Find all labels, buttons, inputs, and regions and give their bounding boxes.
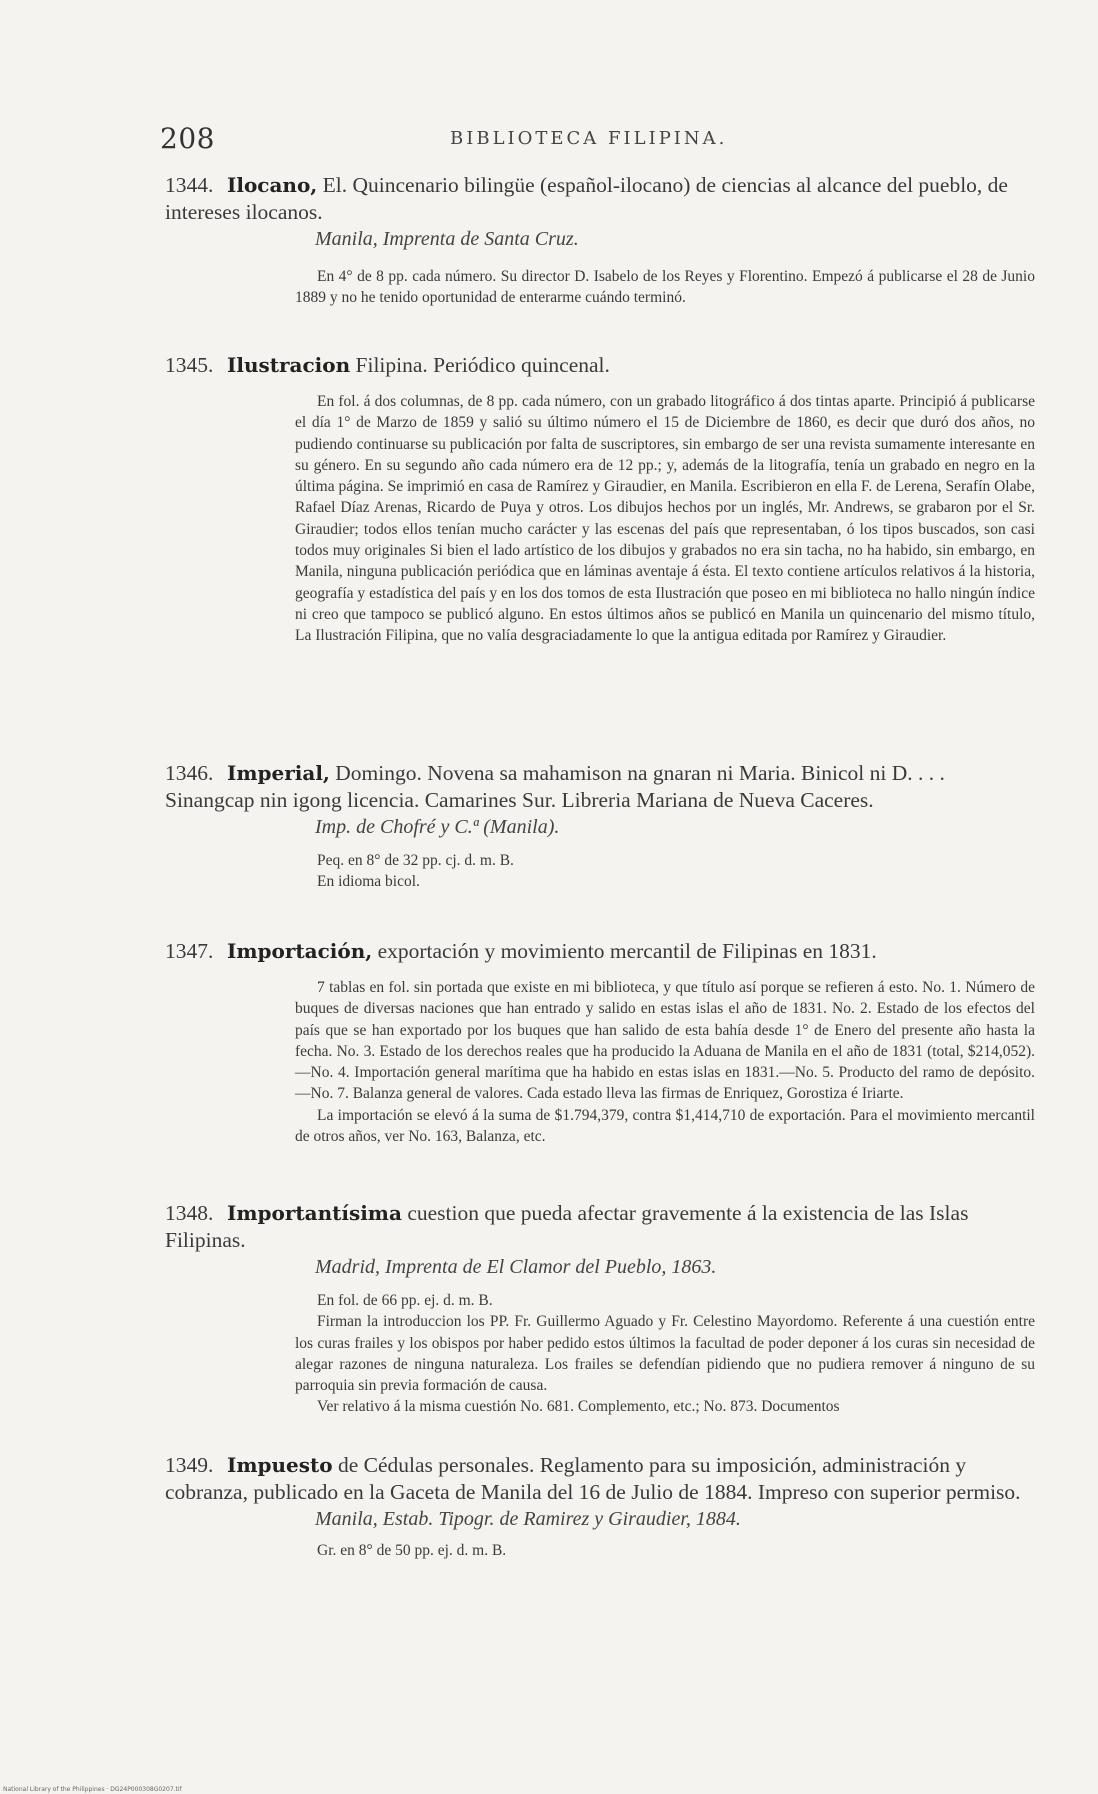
note-paragraph: Ver relativo á la misma cuestión No. 681. Complemento, etc.; No. 873. Documentos bbox=[317, 1398, 840, 1416]
entry-1344 bbox=[165, 172, 1035, 309]
entry-keyword: Impuesto bbox=[227, 1453, 333, 1477]
entry-imprint: Manila, Imprenta de Santa Cruz. bbox=[315, 228, 579, 250]
entry-note bbox=[165, 391, 1035, 647]
entry-number: 1346. bbox=[165, 761, 214, 785]
entry-heading bbox=[165, 172, 1035, 226]
entry-keyword: Importantísima bbox=[227, 1201, 402, 1225]
entry-imprint: Madrid, Imprenta de El Clamor del Pueblo, 1863. bbox=[315, 1256, 717, 1278]
entry-title: cuestion que pueda afectar gravemente á la existencia de las Islas Filipinas. bbox=[165, 1201, 969, 1252]
note-paragraph: La importación se elevó á la suma de $1.794,379, contra $1,414,710 de exportación. Para el movimiento mercantil de otros años, ver No. 163, Balanza, etc. bbox=[295, 1106, 1035, 1146]
entry-keyword: Ilustracion bbox=[227, 353, 351, 377]
entry-title: El. Quincenario bilingüe (español-ilocano) de ciencias al alcance del pueblo, de intereses ilocanos. bbox=[165, 173, 1008, 224]
scan-footer: National Library of the Philippines · DG24P000308G0207.tif bbox=[3, 1786, 182, 1793]
note-paragraph: Firman la introduccion los PP. Fr. Guillermo Aguado y Fr. Celestino Mayordomo. Referente á una cuestión entre los curas frailes y los obispos por haber pedido estos últimos la facultad de poder deponer á los curas sin necesidad de alegar razones de ninguna naturaleza. Los frailes se defendían pidiendo que no pudiera remover á ninguno de su parroquia sin previa formación de causa. bbox=[295, 1313, 1035, 1395]
entry-1345 bbox=[165, 352, 1035, 647]
note-paragraph: En fol. de 66 pp. ej. d. m. B. bbox=[317, 1292, 493, 1309]
entry-number: 1344. bbox=[165, 173, 214, 197]
page-header bbox=[160, 122, 1040, 162]
entry-collation: Peq. en 8° de 32 pp. cj. d. m. B. bbox=[317, 852, 514, 869]
running-title: BIBLIOTECA FILIPINA. bbox=[450, 128, 728, 149]
entry-1347 bbox=[165, 938, 1035, 1147]
note-paragraph: En fol. á dos columnas, de 8 pp. cada número, con un grabado litográfico á dos tintas aparte. Principió á publicarse el día 1° de Marzo de 1859 y salió su último número el 15 de Diciembre de 1860, es decir que duró dos años, no pudiendo continuarse su publicación por falta de suscriptores, sin embargo de ser una revista sumamente interesante en su género. En su segundo año cada número era de 12 pp.; y, además de la litografía, tenía un grabado en negro en la última página. Se imprimió en casa de Ramírez y Giraudier, en Manila. Escribieron en ella F. de Lerena, Serafín Olabe, Rafael Díaz Arenas, Ricardo de Puya y otros. Los dibujos hechos por un inglés, Mr. Andrews, se grabaron por el Sr. Giraudier; todos ellos tenían mucho carácter y las escenas del país que representaban, ó los tipos buscados, son casi todos muy originales Si bien el lado artístico de los dibujos y grabados no era sin tacha, no ha habido, sin embargo, en Manila, ninguna publicación periódica que en láminas aventaje á ésta. El texto contiene artículos relativos á la historia, geografía y estadística del país y en los dos tomos de esta Ilustración que poseo en mi biblioteca no hallo ningún índice ni creo que tampoco se publicó alguno. En estos últimos años se publicó en Manila un quincenario del mismo título, La Ilustración Filipina, que no valía desgraciadamente lo que la antigua editada por Ramírez y Giraudier. bbox=[295, 393, 1035, 645]
entry-1349 bbox=[165, 1452, 1035, 1561]
entry-title: Filipina. Periódico quincenal. bbox=[350, 353, 610, 377]
entry-keyword: Ilocano, bbox=[227, 173, 318, 197]
note-paragraph: 7 tablas en fol. sin portada que existe en mi biblioteca, y que título así porque se refieren á esto. No. 1. Número de buques de diversas naciones que han entrado y salido en estas islas el año de 1831. No. 2. Estado de los efectos del país que se han exportado por los buques que han salido de esta bahía desde 1° de Enero del presente año hasta la fecha. No. 3. Estado de los derechos reales que ha producido la Aduana de Manila en el año de 1831 (total, $214,052).—No. 4. Importación general marítima que ha habido en estas islas en 1831.—No. 5. Producto del ramo de depósito.—No. 7. Balanza general de valores. Cada estado lleva las firmas de Enriquez, Gorostiza é Iriarte. bbox=[295, 979, 1035, 1103]
entry-number: 1345. bbox=[165, 353, 214, 377]
entry-number: 1349. bbox=[165, 1453, 214, 1477]
entry-title: exportación y movimiento mercantil de Filipinas en 1831. bbox=[372, 939, 877, 963]
entry-1346 bbox=[165, 760, 1035, 892]
entry-collation: Gr. en 8° de 50 pp. ej. d. m. B. bbox=[317, 1542, 507, 1559]
entry-heading bbox=[165, 760, 1035, 814]
entry-number: 1348. bbox=[165, 1201, 214, 1225]
entry-number: 1347. bbox=[165, 939, 214, 963]
entry-imprint: Manila, Estab. Tipogr. de Ramirez y Giraudier, 1884. bbox=[315, 1508, 741, 1530]
entry-heading bbox=[165, 938, 1035, 965]
entry-1348 bbox=[165, 1200, 1035, 1418]
entry-keyword: Importación, bbox=[227, 939, 373, 963]
entry-heading bbox=[165, 352, 1035, 379]
entry-title: Domingo. Novena sa mahamison na gnaran ni Maria. Binicol ni D. . . . Sinangcap nin igong licencia. Camarines Sur. Libreria Mariana de Nueva Caceres. bbox=[165, 761, 945, 812]
entry-imprint: Imp. de Chofré y C.ª (Manila). bbox=[315, 816, 560, 838]
note-paragraph: En 4° de 8 pp. cada número. Su director D. Isabelo de los Reyes y Florentino. Empezó á publicarse el 28 de Junio 1889 y no he tenido oportunidad de enterarme cuándo terminó. bbox=[295, 268, 1035, 307]
entry-title: de Cédulas personales. Reglamento para su imposición, administración y cobranza, publicado en la Gaceta de Manila del 16 de Julio de 1884. Impreso con superior permiso. bbox=[165, 1453, 1021, 1504]
entry-heading bbox=[165, 1200, 1035, 1254]
entry-note bbox=[165, 1290, 1035, 1418]
entry-note bbox=[165, 266, 1035, 309]
entry-keyword: Imperial, bbox=[227, 761, 330, 785]
entry-heading bbox=[165, 1452, 1035, 1506]
entry-note bbox=[165, 977, 1035, 1147]
entry-note-line: En idioma bicol. bbox=[317, 873, 420, 890]
page-number: 208 bbox=[160, 122, 215, 155]
